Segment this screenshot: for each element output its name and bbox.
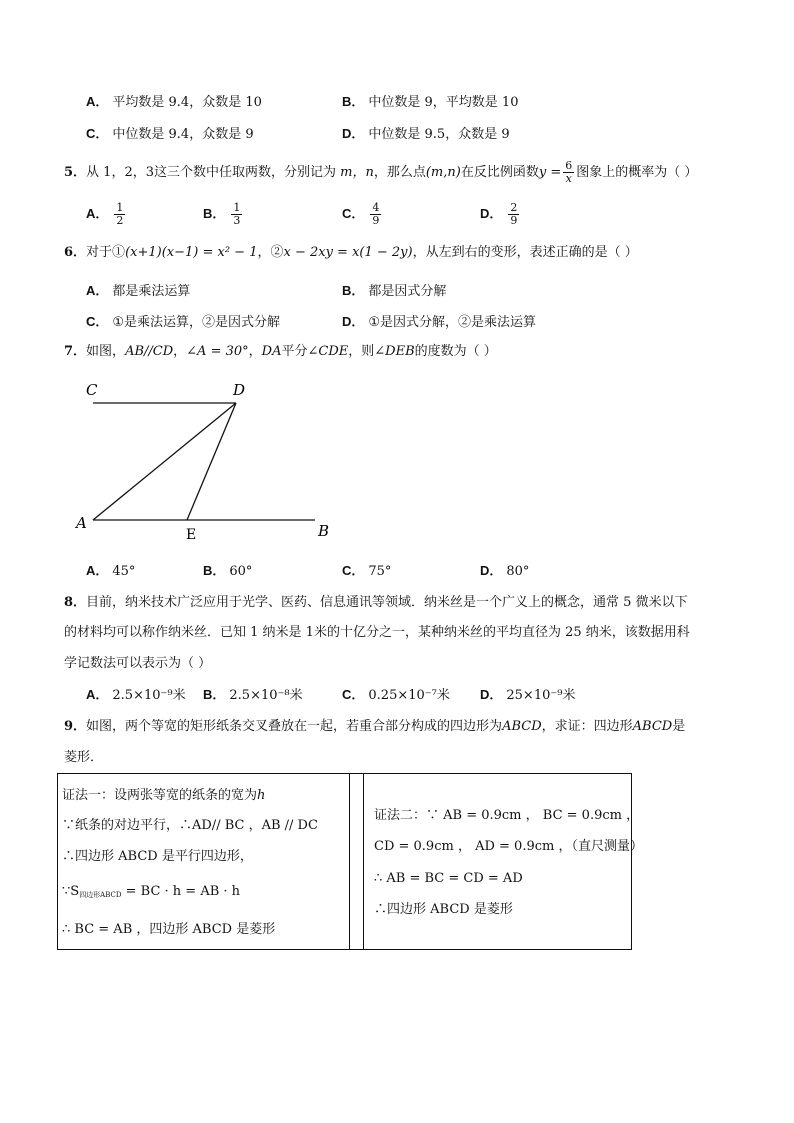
line-ad	[93, 403, 236, 520]
q5-option-a: A． $\frac{1}{2}$	[86, 201, 124, 227]
q8-option-b: B． 2.5×10⁻⁸米	[203, 687, 303, 703]
line-de	[187, 403, 236, 520]
q5-option-c: C． $\frac{4}{9}$	[342, 201, 380, 227]
table-divider	[349, 774, 350, 949]
q7-option-c: C． 75°	[342, 563, 392, 579]
q6-option-d: D． ①是因式分解，②是乘法运算	[342, 314, 537, 330]
q9-stem-line1: 9．如图，两个等宽的矩形纸条交叉叠放在一起，若重合部分构成的四边形为ABCD，求证：四边形ABCD是	[64, 719, 686, 734]
label-a: A	[76, 514, 87, 532]
q7-option-a: A． 45°	[86, 563, 136, 579]
proof1-line4: $\because S_{四边形ABCD}$ = BC · h = AB · h	[62, 884, 241, 899]
q5-func-fraction: $\frac{6}{x}$	[565, 159, 573, 185]
q4-option-c: C． 中位数是 9.4，众数是 9	[86, 126, 254, 142]
q8-stem-line1: 8．目前，纳米技术广泛应用于光学、医药、信息通讯等领域．纳米丝是一个广义上的概念，通常 5 微米以下	[64, 595, 688, 610]
q6-option-b: B． 都是因式分解	[342, 283, 447, 299]
label-b: B	[318, 522, 330, 540]
proof1-line1: 证法一：设两张等宽的纸条的宽为h	[62, 788, 266, 803]
q8-stem-line2: 的材料均可以称作纳米丝．已知 1 纳米是 1米的十亿分之一，某种纳米丝的平均直径为 25 纳米，该数据用科	[64, 625, 690, 640]
proof2-line3: ∴ AB = BC = CD = AD	[374, 871, 523, 886]
q6-option-a: A． 都是乘法运算	[86, 283, 191, 299]
proof-method-2	[370, 774, 643, 949]
q8-option-d: D． 25×10⁻⁹米	[480, 687, 576, 703]
q7-stem: 7．如图，AB//CD，∠A = 30°，DA平分∠CDE，则∠DEB的度数为（ ）	[64, 344, 497, 359]
q7-option-d: D． 80°	[480, 563, 530, 579]
proof2-line2: CD = 0.9cm ， AD = 0.9cm ，（直尺测量）	[374, 839, 643, 854]
label-e: E	[186, 527, 197, 543]
label-d: D	[233, 381, 246, 399]
q4-option-a: A． 平均数是 9.4，众数是 10	[86, 94, 262, 110]
proof1-line2: ∵纸条的对边平行，∴AD// BC ，AB // DC	[62, 818, 318, 833]
q4-option-b: B． 中位数是 9，平均数是 10	[342, 94, 519, 110]
q5-option-d: D． $\frac{2}{9}$	[480, 201, 518, 227]
q6-stem: 6．对于①(x+1)(x−1) = x² − 1，②x − 2xy = x(1 − 2y)，从左到右的变形，表述正确的是（ ）	[64, 245, 638, 260]
proof2-line1: 证法二：∵ AB = 0.9cm ， BC = 0.9cm ，	[374, 808, 640, 823]
table-divider	[363, 774, 364, 949]
q4-option-d: D． 中位数是 9.5，众数是 9	[342, 126, 510, 142]
proof1-line3: ∴四边形 ABCD 是平行四边形，	[62, 849, 253, 864]
q8-option-a: A． 2.5×10⁻⁹米	[86, 687, 186, 703]
q8-stem-line3: 学记数法可以表示为（ ）	[64, 656, 212, 671]
label-c: C	[86, 381, 98, 399]
q7-option-b: B． 60°	[203, 563, 253, 579]
q5-option-b: B． $\frac{1}{3}$	[203, 201, 241, 227]
proof2-line4: ∴四边形 ABCD 是菱形	[374, 902, 513, 917]
q9-stem-line2: 菱形．	[64, 750, 104, 765]
proof-method-1	[58, 774, 348, 949]
q9-proof-table	[57, 773, 643, 950]
proof1-line5: ∴ BC = AB ，四边形 ABCD 是菱形	[62, 922, 276, 937]
q5-stem: 5．从 1，2，3这三个数中任取两数，分别记为 m，n，那么点(m,n)在反比例函数y = $\frac{6}{x}$ 图象上的概率为（ ）	[64, 159, 698, 185]
q8-option-c: C． 0.25×10⁻⁷米	[342, 687, 450, 703]
q6-option-c: C． ①是乘法运算，②是因式分解	[86, 314, 281, 330]
q7-geometry-figure	[70, 375, 340, 545]
